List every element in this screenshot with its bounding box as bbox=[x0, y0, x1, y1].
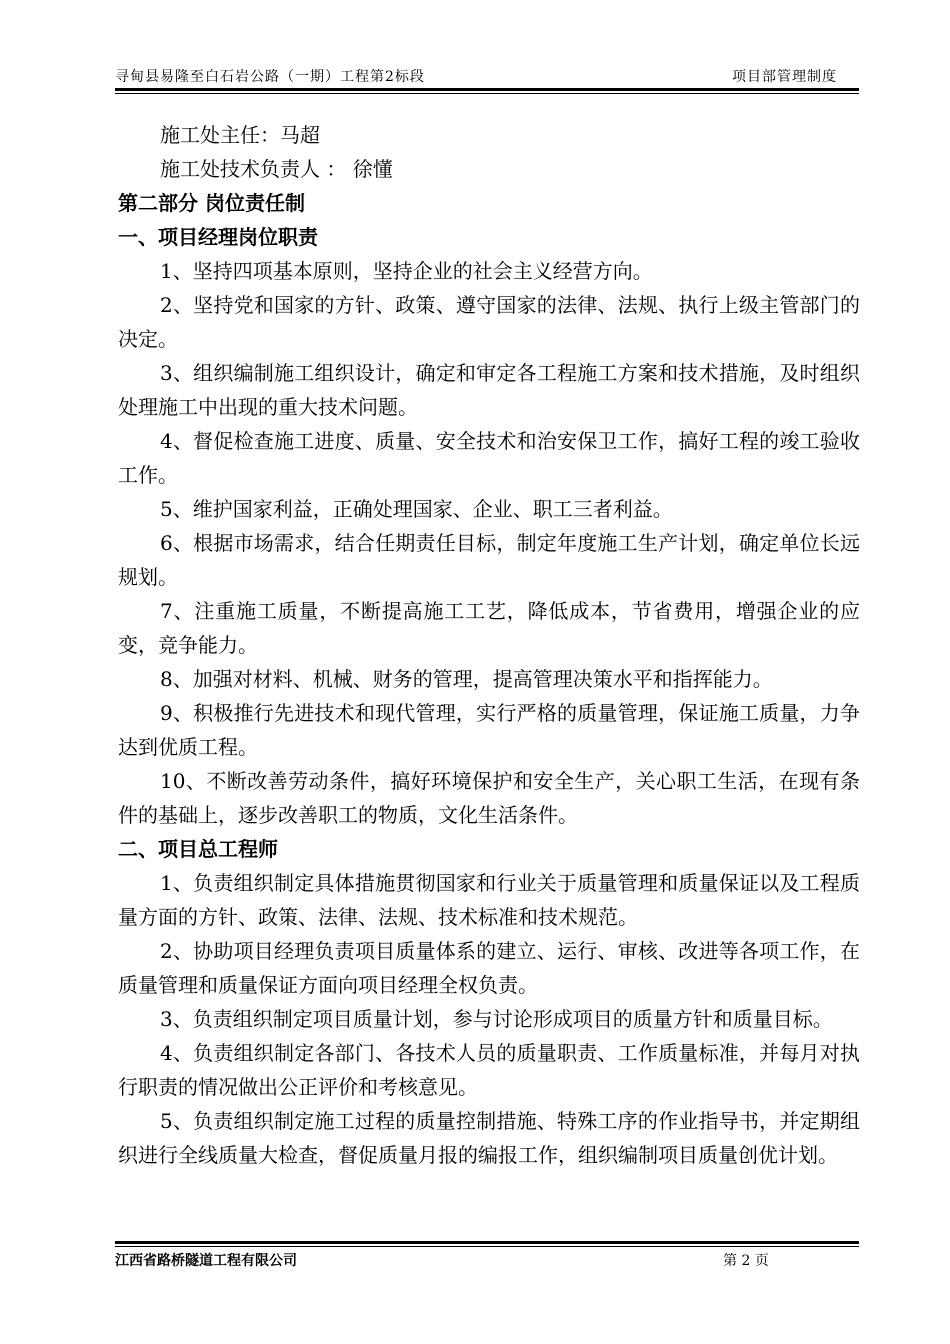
section-heading: 二、项目总工程师 bbox=[118, 837, 278, 861]
part-heading: 第二部分 岗位责任制 bbox=[118, 191, 305, 215]
list-item: 1、坚持四项基本原则，坚持企业的社会主义经营方向。 bbox=[160, 259, 653, 283]
list-item: 7、注重施工质量，不断提高施工工艺，降低成本，节省费用，增强企业的应变，竞争能力。 bbox=[118, 599, 860, 657]
list-item: 1、负责组织制定具体措施贯彻国家和行业关于质量管理和质量保证以及工程质量方面的方针、政策、法律、法规、技术标准和技术规范。 bbox=[118, 871, 860, 929]
list-item: 4、督促检查施工进度、质量、安全技术和治安保卫工作，搞好工程的竣工验收工作。 bbox=[118, 429, 860, 487]
footer-rule-thin bbox=[115, 1246, 859, 1247]
header-project-title: 寻甸县易隆至白石岩公路（一期）工程第2标段 bbox=[115, 69, 425, 85]
list-item: 10、不断改善劳动条件，搞好环境保护和安全生产，关心职工生活，在现有条件的基础上，逐步改善职工的物质，文化生活条件。 bbox=[118, 769, 860, 827]
footer-company: 江西省路桥隧道工程有限公司 bbox=[115, 1253, 297, 1269]
footer-rule bbox=[115, 1241, 859, 1244]
list-item: 5、维护国家利益，正确处理国家、企业、职工三者利益。 bbox=[160, 497, 673, 521]
list-item: 9、积极推行先进技术和现代管理，实行严格的质量管理，保证施工质量，力争达到优质工程。 bbox=[118, 701, 860, 759]
page-header bbox=[115, 64, 859, 86]
list-item: 6、根据市场需求，结合任期责任目标，制定年度施工生产计划，确定单位长远规划。 bbox=[118, 531, 860, 589]
list-item: 4、负责组织制定各部门、各技术人员的质量职责、工作质量标准，并每月对执行职责的情况做出公正评价和考核意见。 bbox=[118, 1041, 860, 1099]
document-body bbox=[118, 118, 860, 1172]
list-item: 5、负责组织制定施工过程的质量控制措施、特殊工序的作业指导书，并定期组织进行全线质量大检查，督促质量月报的编报工作，组织编制项目质量创优计划。 bbox=[118, 1109, 860, 1167]
intro-line-director: 施工处主任：马超 bbox=[160, 123, 320, 147]
list-item: 3、组织编制施工组织设计，确定和审定各工程施工方案和技术措施，及时组织处理施工中出现的重大技术问题。 bbox=[118, 361, 860, 419]
header-rule bbox=[115, 88, 859, 91]
header-document-title: 项目部管理制度 bbox=[732, 69, 837, 85]
list-item: 8、加强对材料、机械、财务的管理，提高管理决策水平和指挥能力。 bbox=[160, 667, 773, 691]
list-item: 3、负责组织制定项目质量计划，参与讨论形成项目的质量方针和质量目标。 bbox=[160, 1007, 833, 1031]
intro-line-tech-lead: 施工处技术负责人 ： 徐懂 bbox=[160, 157, 393, 181]
footer-page-number: 第 2 页 bbox=[723, 1253, 769, 1269]
header-rule-thin bbox=[115, 93, 859, 94]
section-heading: 一、项目经理岗位职责 bbox=[118, 225, 318, 249]
list-item: 2、协助项目经理负责项目质量体系的建立、运行、审核、改进等各项工作，在质量管理和质量保证方面向项目经理全权负责。 bbox=[118, 939, 860, 997]
list-item: 2、坚持党和国家的方针、政策、遵守国家的法律、法规、执行上级主管部门的决定。 bbox=[118, 293, 860, 351]
